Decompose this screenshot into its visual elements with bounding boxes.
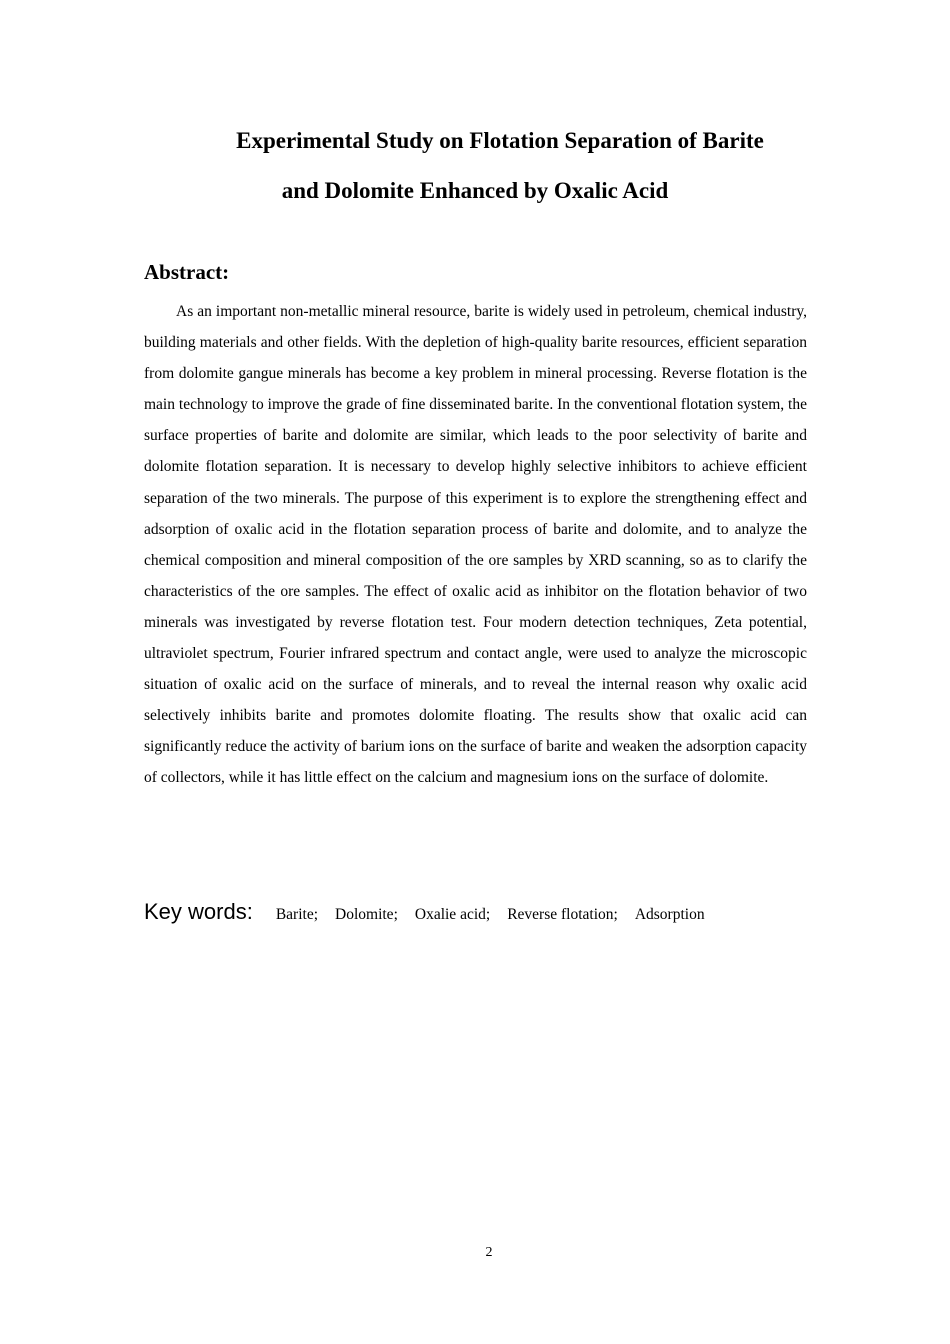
page-number: 2 (485, 1245, 493, 1260)
keyword-item: Dolomite; (335, 906, 398, 923)
keyword-item: Barite; (275, 906, 319, 923)
paper-title-line-1: Experimental Study on Flotation Separation of Barite (236, 128, 764, 153)
keywords-list (276, 901, 722, 929)
keywords-label: Key words: (144, 899, 253, 924)
abstract-heading: Abstract: (144, 260, 230, 284)
keyword-item: Adsorption (634, 906, 705, 923)
abstract-body: As an important non-metallic mineral resource, barite is widely used in petroleum, chemical industry, building materials and other fields. With the depletion of high-quality barite resources, efficient separation from dolomite gangue minerals has become a key problem in mineral processing. Reverse flotation is the main technology to improve the grade of fine disseminated barite. In the conventional flotation system, the surface properties of barite and dolomite are similar, which leads to the poor selectivity of barite and dolomite flotation separation. It is necessary to develop highly selective inhibitors to achieve efficient separation of the two minerals. The purpose of this experiment is to explore the strengthening effect and adsorption of oxalic acid in the flotation separation process of barite and dolomite, and to analyze the chemical composition and mineral composition of the ore samples by XRD scanning, so as to clarify the characteristics of the ore samples. The effect of oxalic acid as inhibitor on the flotation behavior of two minerals was investigated by reverse flotation test. Four modern detection techniques, Zeta potential, ultraviolet spectrum, Fourier infrared spectrum and contact angle, were used to analyze the microscopic situation of oxalic acid on the surface of minerals, and to reveal the internal reason why oxalic acid selectively inhibits barite and promotes dolomite floating. The results show that oxalic acid can significantly reduce the activity of barium ions on the surface of barite and weaken the adsorption capacity of collectors, while it has little effect on the calcium and magnesium ions on the surface of dolomite. (144, 303, 807, 787)
keyword-item: Oxalie acid; (414, 906, 491, 923)
keyword-item: Reverse flotation; (507, 906, 618, 923)
paper-title-line-2: and Dolomite Enhanced by Oxalic Acid (281, 178, 669, 203)
keywords-section (144, 898, 722, 929)
